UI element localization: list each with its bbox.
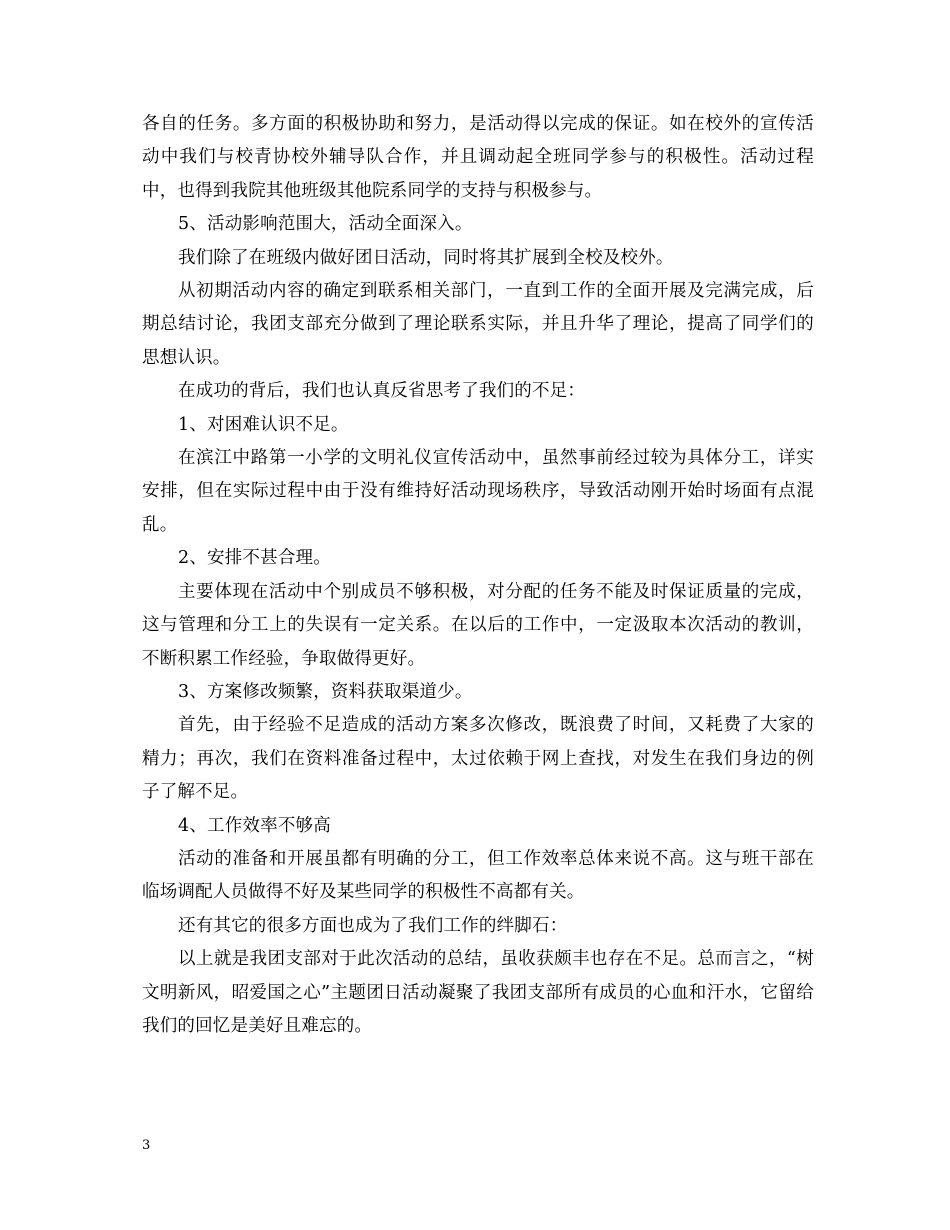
- paragraph-11: 首先，由于经验不足造成的活动方案多次修改，既浪费了时间，又耗费了大家的精力；再次，我们在资料准备过程中，太过依赖于网上查找，对发生在我们身边的例子了解不足。: [142, 715, 814, 803]
- page-number: 3: [142, 1138, 151, 1153]
- paragraph-14: 还有其它的很多方面也成为了我们工作的绊脚石：: [178, 915, 568, 936]
- paragraph-1: 各自的任务。多方面的积极协助和努力，是活动得以完成的保证。如在校外的宣传活动中我们与校青协校外辅导队合作，并且调动起全班同学参与的积极性。活动过程中，也得到我院其他班级其他院系同学的支持与积极参与。: [142, 114, 814, 201]
- paragraph-15: 以上就是我团支部对于此次活动的总结，虽收获颇丰也存在不足。总而言之，“树文明新风，昭爱国之心”主题团日活动凝聚了我团支部所有成员的心血和汗水，它留给我们的回忆是美好且难忘的。: [142, 949, 814, 1036]
- paragraph-5: 在成功的背后，我们也认真反省思考了我们的不足：: [178, 381, 586, 402]
- paragraph-2: 5、活动影响范围大，活动全面深入。: [178, 214, 473, 235]
- paragraph-12: 4、工作效率不够高: [178, 815, 331, 836]
- paragraph-7: 在滨江中路第一小学的文明礼仪宣传活动中，虽然事前经过较为具体分工，详实安排，但在实际过程中由于没有维持好活动现场秩序，导致活动刚开始时场面有点混乱。: [142, 448, 814, 535]
- document-body: [142, 108, 814, 1043]
- paragraph-10: 3、方案修改频繁，资料获取渠道少。: [178, 681, 473, 702]
- paragraph-9: 主要体现在活动中个别成员不够积极，对分配的任务不能及时保证质量的完成，这与管理和分工上的失误有一定关系。在以后的工作中，一定汲取本次活动的教训，不断积累工作经验，争取做得更好。: [142, 581, 814, 669]
- paragraph-13: 活动的准备和开展虽都有明确的分工，但工作效率总体来说不高。这与班干部在临场调配人员做得不好及某些同学的积极性不高都有关。: [142, 848, 814, 903]
- paragraph-8: 2、安排不甚合理。: [178, 548, 331, 569]
- paragraph-6: 1、对困难认识不足。: [178, 414, 349, 435]
- paragraph-3: 我们除了在班级内做好团日活动，同时将其扩展到全校及校外。: [178, 247, 674, 268]
- paragraph-4: 从初期活动内容的确定到联系相关部门，一直到工作的全面开展及完满完成，后期总结讨论，我团支部充分做到了理论联系实际，并且升华了理论，提高了同学们的思想认识。: [142, 281, 814, 368]
